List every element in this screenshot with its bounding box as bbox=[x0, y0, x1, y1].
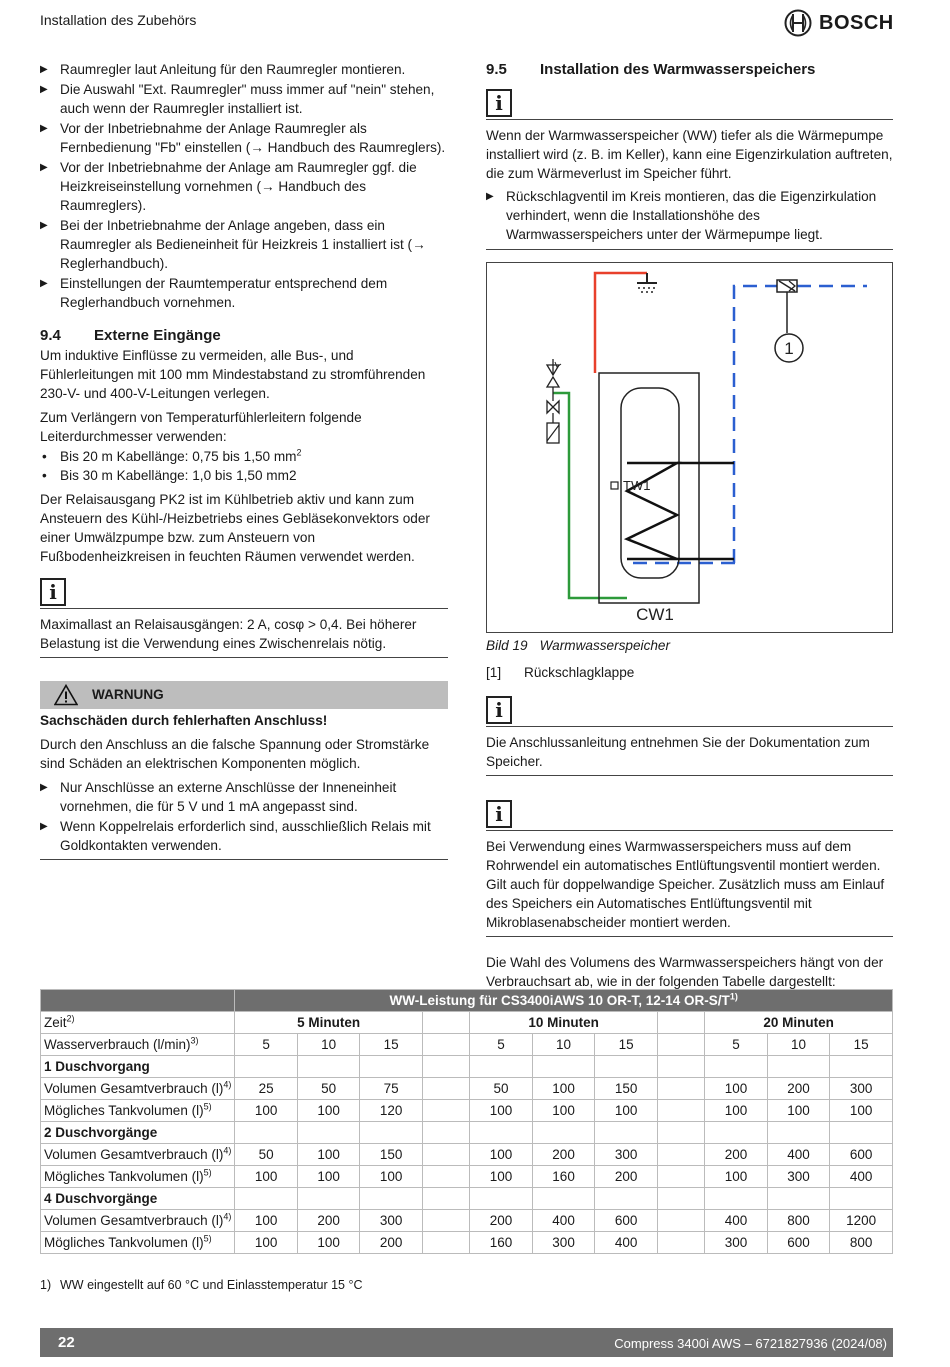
table-cell: 300 bbox=[532, 1232, 595, 1254]
table-cell: 300 bbox=[360, 1210, 423, 1232]
table-cell: 100 bbox=[705, 1166, 768, 1188]
list-item: ▶ Vor der Inbetriebnahme der Anlage am Raumregler ggf. die Heizkreiseinstellung vornehmen (→ Handbuch des Raumreglers). bbox=[40, 158, 448, 215]
section-9-5-heading bbox=[486, 60, 893, 79]
table-cell: 400 bbox=[532, 1210, 595, 1232]
table-section-row bbox=[41, 1188, 893, 1210]
list-item: ▶ Wenn Koppelrelais erforderlich sind, ausschließlich Relais mit Goldkontakten verwenden. bbox=[40, 817, 448, 855]
intro-list bbox=[40, 60, 448, 312]
paragraph: Um induktive Einflüsse zu vermeiden, alle Bus-, und Fühlerleitungen mit 100 mm Mindestabstand zu stromführenden 230-V- und 400-V-Leitungen verlegen. bbox=[40, 348, 426, 401]
table-row bbox=[41, 1210, 893, 1232]
table-cell: 100 bbox=[235, 1166, 298, 1188]
paragraph: Die Wahl des Volumens des Warmwasserspeichers hängt von der Verbrauchsart ab, wie in der folgenden Tabelle dargestellt: bbox=[486, 955, 884, 989]
table-cell: 50 bbox=[235, 1144, 298, 1166]
table-cell: 160 bbox=[532, 1166, 595, 1188]
safety-valve-icon bbox=[547, 359, 561, 443]
section-title-cell: 2 Duschvorgänge bbox=[41, 1122, 235, 1144]
table-cell: 200 bbox=[595, 1166, 658, 1188]
section-number: 9.4 bbox=[40, 327, 61, 344]
list-item: ▶ Vor der Inbetriebnahme der Anlage Raumregler als Fernbedienung "Fb" einstellen (→ Handbuch des Raumreglers). bbox=[40, 119, 448, 157]
table-row: Wasserverbrauch $(l/\min)^{3)}$ 5 10 15 5 10 15 5 10 15 bbox=[41, 1034, 893, 1056]
document-id: Compress 3400i AWS – 6721827936 (2024/08) bbox=[614, 1336, 887, 1351]
table-cell: 100 bbox=[235, 1232, 298, 1254]
table-cell: 100 bbox=[235, 1100, 298, 1122]
right-column-lower bbox=[486, 696, 893, 996]
table-cell: 100 bbox=[595, 1100, 658, 1122]
table-cell: 50 bbox=[470, 1078, 533, 1100]
table-cell: 100 bbox=[297, 1166, 360, 1188]
table-row: Zeit$^{2)}$ 5 Minuten 10 Minuten 20 Minuten bbox=[41, 1012, 893, 1034]
table-cell: 100 bbox=[705, 1078, 768, 1100]
warning-box bbox=[40, 681, 448, 860]
info-text: Bei Verwendung eines Warmwasserspeichers muss auf dem Rohrwendel ein automatisches Entlüftungsventil montiert werden. Gilt auch für doppelwandige Speicher. Zusätzlich muss am Einlauf des Speichers ein Automatisches Entlüftungsventil mit Mikroblasenabscheider montiert werden. bbox=[486, 839, 885, 930]
section-number: 9.5 bbox=[486, 61, 507, 78]
info-icon: i bbox=[40, 578, 66, 606]
figure-legend: [1] Rückschlagklappe bbox=[486, 665, 635, 680]
bosch-logo bbox=[784, 9, 894, 37]
bullet-list bbox=[40, 447, 448, 485]
list-item: ▶ Einstellungen der Raumtemperatur entsprechend dem Reglerhandbuch vornehmen. bbox=[40, 274, 448, 312]
table-row bbox=[41, 1232, 893, 1254]
info-list bbox=[486, 187, 893, 244]
section-title-cell: 4 Duschvorgänge bbox=[41, 1188, 235, 1210]
row-label: Mögliches Tankvolumen $(l)^{5)}$ bbox=[41, 1100, 235, 1122]
info-icon: i bbox=[486, 89, 512, 117]
info-text: Wenn der Warmwasserspeicher (WW) tiefer als die Wärmepumpe installiert wird (z. B. im Keller), kann eine Eigenzirkulation auftreten, die zum Wärmeverlust im Speicher führt. bbox=[486, 128, 893, 181]
table-cell: 100 bbox=[532, 1078, 595, 1100]
page-footer bbox=[40, 1328, 893, 1357]
table-cell: 800 bbox=[830, 1232, 893, 1254]
table-cell: 600 bbox=[830, 1144, 893, 1166]
row-label: Mögliches Tankvolumen $(l)^{5)}$ bbox=[41, 1166, 235, 1188]
paragraph: Der Relaisausgang PK2 ist im Kühlbetrieb aktiv und kann zum Ansteuern des Kühl-/Heizbetriebs eines Gebläsekonvektors oder einer Umwälzpumpe bzw. zum Ansteuern von Fußbodenheizkreisen in feuchten Räumen verwendet werden. bbox=[40, 492, 430, 564]
table-cell: 100 bbox=[297, 1100, 360, 1122]
info-box bbox=[486, 800, 893, 937]
ww-performance-table bbox=[40, 989, 893, 1254]
table-cell: 120 bbox=[360, 1100, 423, 1122]
table-cell: 50 bbox=[297, 1078, 360, 1100]
brand-name: BOSCH bbox=[819, 11, 894, 34]
table-cell: 200 bbox=[705, 1144, 768, 1166]
table-cell: 200 bbox=[297, 1210, 360, 1232]
table-section-row bbox=[41, 1122, 893, 1144]
table-cell: 100 bbox=[532, 1100, 595, 1122]
info-text: Die Anschlussanleitung entnehmen Sie der Dokumentation zum Speicher. bbox=[486, 735, 870, 769]
page-number: 22 bbox=[58, 1334, 75, 1351]
table-cell: 100 bbox=[705, 1100, 768, 1122]
sensor-tw1-marker bbox=[611, 482, 618, 489]
section-9-4-heading bbox=[40, 326, 448, 345]
table-cell: 25 bbox=[235, 1078, 298, 1100]
section-title-cell: 1 Duschvorgang bbox=[41, 1056, 235, 1078]
row-label: Volumen Gesamtverbrauch $(l)^{4)}$ bbox=[41, 1210, 235, 1232]
table-cell: 100 bbox=[470, 1166, 533, 1188]
bosch-armature-icon bbox=[784, 9, 812, 37]
table-cell: 75 bbox=[360, 1078, 423, 1100]
warning-text: Durch den Anschluss an die falsche Spannung oder Stromstärke sind Schäden an elektrischen Komponenten möglich. bbox=[40, 737, 430, 771]
table-title: WW-Leistung für CS3400iAWS 10 OR-T, 12-14 $OR-S/T^{1)}$ bbox=[235, 990, 893, 1012]
table-cell: 100 bbox=[830, 1100, 893, 1122]
figure-caption: Bild 19 Warmwasserspeicher bbox=[486, 638, 671, 653]
list-item: ▶ Bei der Inbetriebnahme der Anlage angeben, dass ein Raumregler als Bedieneinheit für Heizkreis 1 installiert ist (→ Reglerhandbuch). bbox=[40, 216, 448, 273]
running-header: Installation des Zubehörs bbox=[40, 12, 197, 28]
table-row bbox=[41, 1144, 893, 1166]
table-row bbox=[41, 1100, 893, 1122]
tank-diagram bbox=[487, 263, 892, 632]
table-cell: 300 bbox=[830, 1078, 893, 1100]
table-cell: 400 bbox=[767, 1144, 830, 1166]
table-cell: 400 bbox=[830, 1166, 893, 1188]
list-item: ▶ Nur Anschlüsse an externe Anschlüsse der Inneneinheit vornehmen, die für 5 V und 1 mA angepasst sind. bbox=[40, 778, 448, 816]
table-cell: 600 bbox=[767, 1232, 830, 1254]
callout-number: 1 bbox=[784, 339, 794, 358]
table-cell: 200 bbox=[470, 1210, 533, 1232]
info-box bbox=[40, 578, 448, 658]
warning-list bbox=[40, 778, 448, 855]
table-cell: 300 bbox=[767, 1166, 830, 1188]
table-cell: 600 bbox=[595, 1210, 658, 1232]
table-row bbox=[41, 1078, 893, 1100]
table-cell: 400 bbox=[705, 1210, 768, 1232]
section-title: Externe Eingänge bbox=[94, 327, 221, 344]
tank-label: CW1 bbox=[636, 605, 674, 624]
list-item: ▶ Die Auswahl "Ext. Raumregler" muss immer auf "nein" stehen, auch wenn der Raumregler installiert ist. bbox=[40, 80, 448, 118]
right-column bbox=[486, 60, 893, 250]
list-item: ▶ Raumregler laut Anleitung für den Raumregler montieren. bbox=[40, 60, 448, 79]
ww-table-wrapper bbox=[40, 989, 893, 1254]
figure-warmwasserspeicher bbox=[486, 262, 893, 633]
info-text: Maximallast an Relaisausgängen: 2 A, cosφ > 0,4. Bei höherer Belastung ist die Verwendung eines Zwischenrelais nötig. bbox=[40, 617, 417, 651]
row-label: Volumen Gesamtverbrauch $(l)^{4)}$ bbox=[41, 1144, 235, 1166]
list-item: ▶ Rückschlagventil im Kreis montieren, das die Eigenzirkulation verhindert, wenn die Installationshöhe des Warmwasserspeichers unter der Wärmepumpe liegt. bbox=[486, 187, 893, 244]
table-row bbox=[41, 1166, 893, 1188]
table-cell: 160 bbox=[470, 1232, 533, 1254]
warning-triangle-icon bbox=[54, 684, 78, 706]
warning-heading: Sachschäden durch fehlerhaften Anschluss! bbox=[40, 713, 328, 728]
table-cell: 100 bbox=[470, 1100, 533, 1122]
table-cell: 300 bbox=[595, 1144, 658, 1166]
table-cell: 100 bbox=[235, 1210, 298, 1232]
table-cell: 100 bbox=[767, 1100, 830, 1122]
table-cell: 150 bbox=[595, 1078, 658, 1100]
table-cell: 800 bbox=[767, 1210, 830, 1232]
check-valve-icon bbox=[777, 280, 797, 292]
info-icon: i bbox=[486, 696, 512, 724]
paragraph: Zum Verlängern von Temperaturfühlerleitern folgende Leiterdurchmesser verwenden: bbox=[40, 410, 362, 444]
table-cell: 200 bbox=[532, 1144, 595, 1166]
shower-icon bbox=[637, 273, 657, 293]
warning-label: WARNUNG bbox=[92, 687, 164, 702]
row-label: Mögliches Tankvolumen $(l)^{5)}$ bbox=[41, 1232, 235, 1254]
table-cell: 100 bbox=[297, 1232, 360, 1254]
table-cell: 200 bbox=[767, 1078, 830, 1100]
section-title: Installation des Warmwasserspeichers bbox=[540, 61, 816, 78]
warning-bar bbox=[40, 681, 448, 709]
table-section-row bbox=[41, 1056, 893, 1078]
table-title-row bbox=[41, 990, 893, 1012]
table-cell: 150 bbox=[360, 1144, 423, 1166]
table-cell: 100 bbox=[297, 1144, 360, 1166]
table-body bbox=[41, 1056, 893, 1254]
table-cell: 200 bbox=[360, 1232, 423, 1254]
list-item: • Bis 20 m Kabellänge: 0,75 bis 1,50 $mm^2$ bbox=[40, 447, 448, 466]
info-box bbox=[486, 696, 893, 776]
list-item: • Bis 30 m Kabellänge: 1,0 bis 1,50 mm2 bbox=[40, 466, 448, 485]
info-box bbox=[486, 89, 893, 250]
table-cell: 1200 bbox=[830, 1210, 893, 1232]
sensor-label: TW1 bbox=[623, 478, 651, 493]
row-label: Volumen Gesamtverbrauch $(l)^{4)}$ bbox=[41, 1078, 235, 1100]
table-cell: 400 bbox=[595, 1232, 658, 1254]
left-column bbox=[40, 60, 448, 860]
return-pipe-dashed bbox=[734, 286, 867, 563]
table-cell: 300 bbox=[705, 1232, 768, 1254]
table-cell: 100 bbox=[360, 1166, 423, 1188]
cold-water-pipe bbox=[553, 393, 627, 598]
table-cell: 100 bbox=[470, 1144, 533, 1166]
info-icon: i bbox=[486, 800, 512, 828]
table-footnote: 1) WW eingestellt auf 60 °C und Einlasstemperatur 15 °C bbox=[40, 1278, 363, 1292]
